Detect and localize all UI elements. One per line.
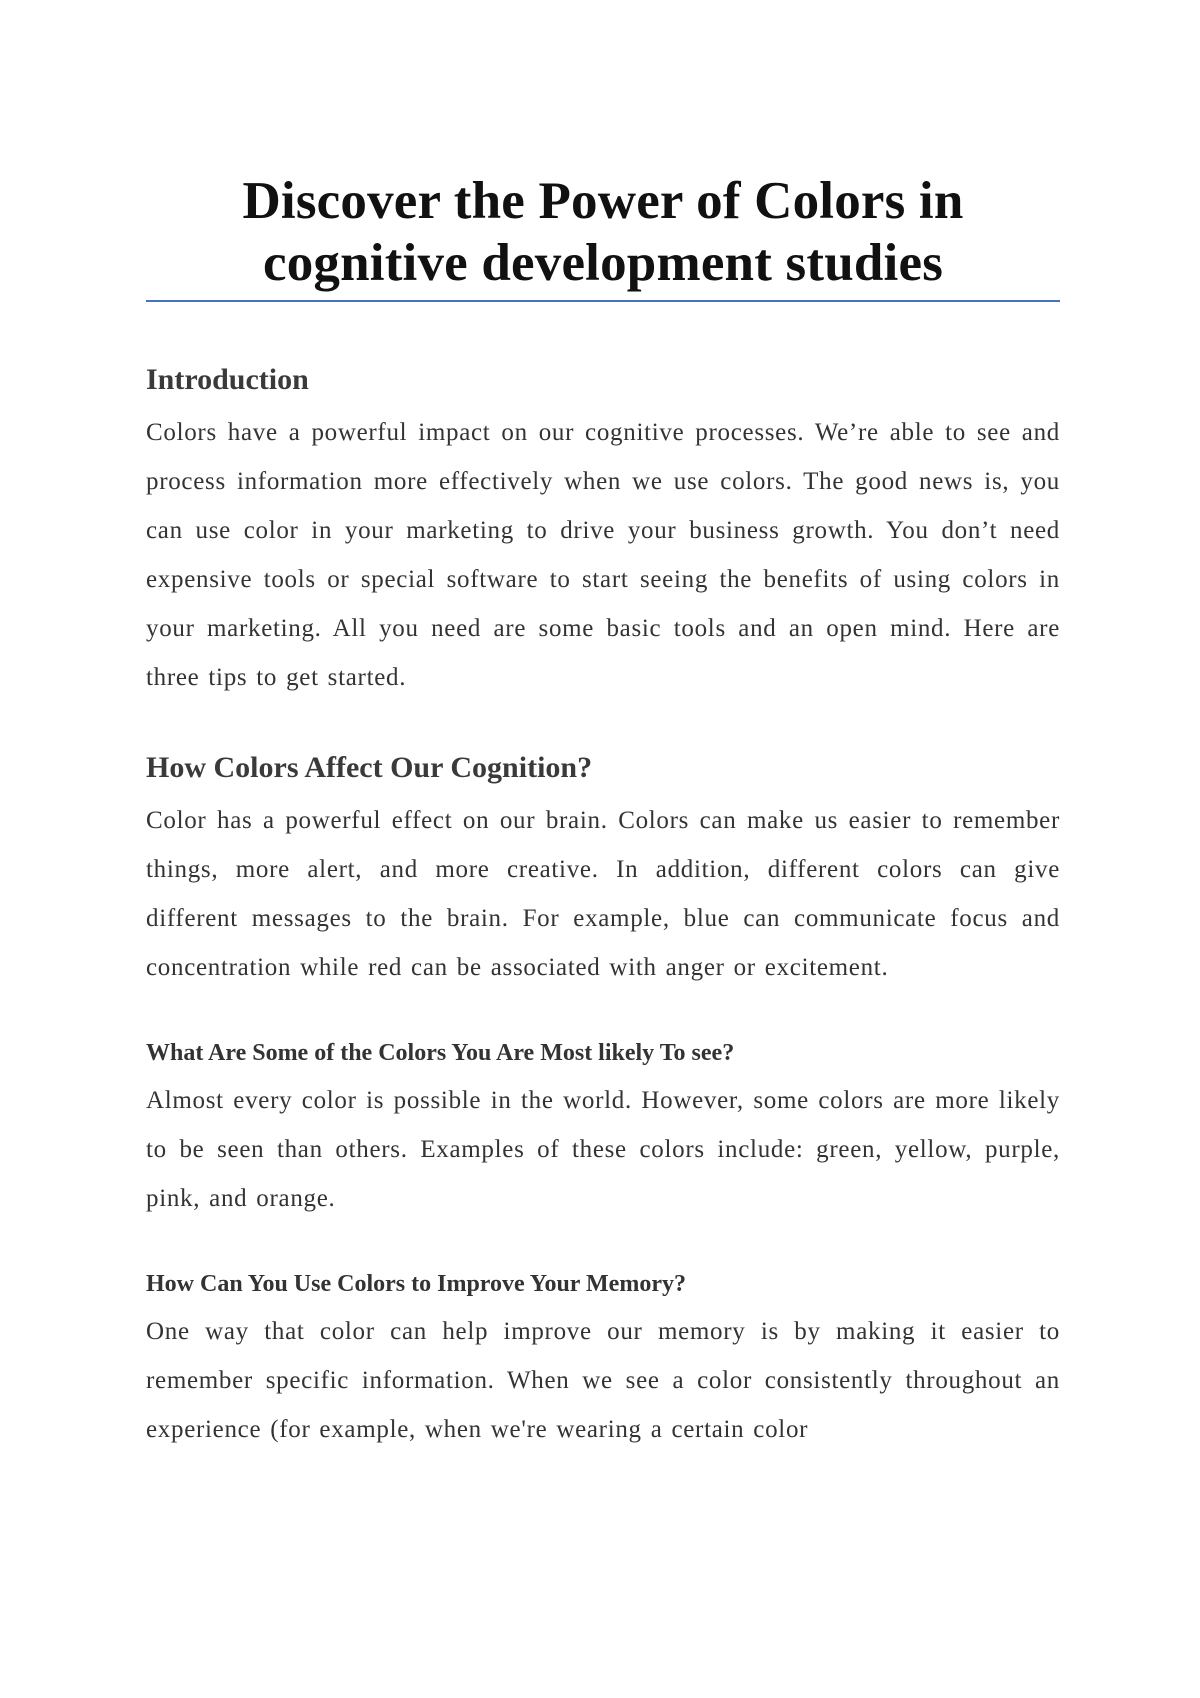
- section-colors-cognition: [146, 748, 1060, 992]
- section-colors-memory: [146, 1267, 1060, 1454]
- section-paragraph: One way that color can help improve our memory is by making it easier to remember specific information. When we see a color consistently throughout an experience (for example, when we're wearing a certain color: [146, 1318, 1060, 1443]
- section-paragraph: Color has a powerful effect on our brain. Colors can make us easier to remember things, more alert, and more creative. In addition, different colors can give different messages to the brain. For example, blue can communicate focus and concentration while red can be associated with anger or excitement.: [146, 807, 1060, 981]
- section-heading: How Colors Affect Our Cognition?: [146, 751, 593, 784]
- document-title: Discover the Power of Colors in cognitive development studies: [242, 172, 964, 292]
- section-paragraph: Colors have a powerful impact on our cognitive processes. We’re able to see and process information more effectively when we use colors. The good news is, you can use color in your marketing to drive your business growth. You don’t need expensive tools or special software to start seeing the benefits of using colors in your marketing. All you need are some basic tools and an open mind. Here are three tips to get started.: [146, 419, 1060, 691]
- document-page: [146, 170, 1060, 1454]
- section-paragraph: Almost every color is possible in the world. However, some colors are more likely to be seen than others. Examples of these colors include: green, yellow, purple, pink, and orange.: [146, 1087, 1060, 1212]
- title-underline: [146, 300, 1060, 302]
- section-heading: Introduction: [146, 363, 309, 396]
- section-colors-likely-seen: [146, 1036, 1060, 1223]
- section-introduction: [146, 360, 1060, 702]
- subsection-heading: What Are Some of the Colors You Are Most likely To see?: [146, 1040, 735, 1066]
- subsection-heading: How Can You Use Colors to Improve Your Memory?: [146, 1271, 686, 1297]
